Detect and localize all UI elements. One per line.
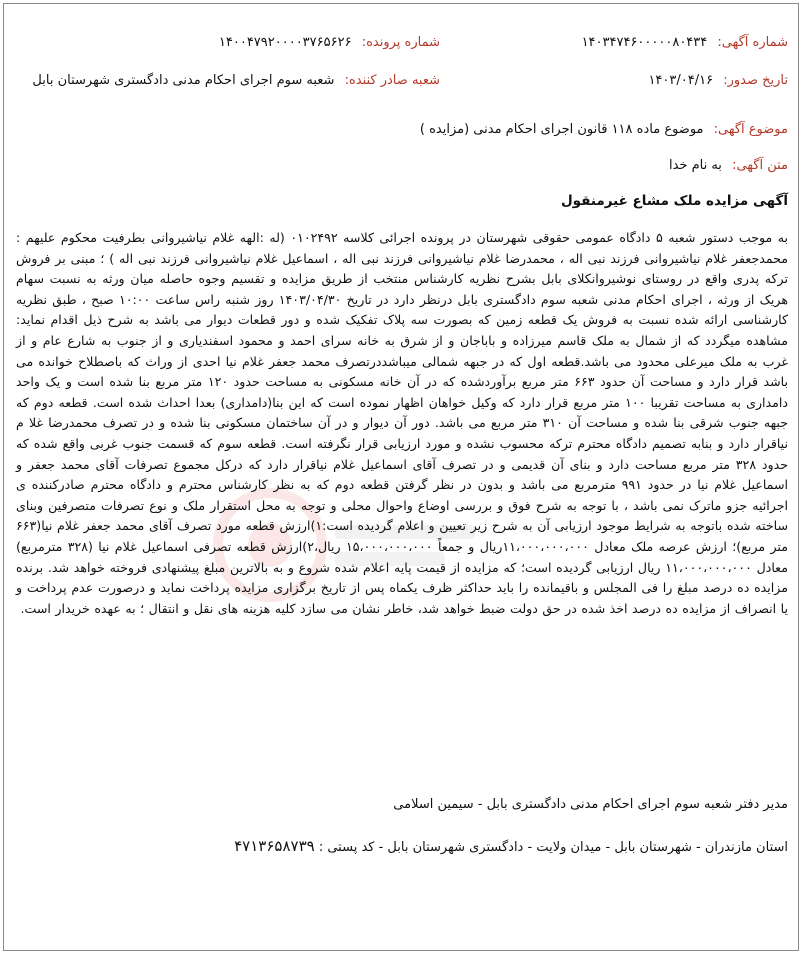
subject-row xyxy=(420,121,788,139)
issue-date-label: تاریخ صدور: xyxy=(723,73,788,88)
issuer-value: شعبه سوم اجرای احکام مدنی دادگستری شهرستان بابل xyxy=(32,73,335,88)
file-number-row xyxy=(219,34,440,52)
issue-date-row xyxy=(648,72,788,90)
notice-text-label: متن آگهی: xyxy=(732,158,788,173)
file-number: ۱۴۰۰۴۷۹۲۰۰۰۰۳۷۶۵۶۲۶ xyxy=(218,35,352,50)
issuer-label: شعبه صادر کننده: xyxy=(344,73,440,88)
notice-text-row xyxy=(669,157,788,175)
subject-value: موضوع ماده ۱۱۸ قانون اجرای احکام مدنی (مزایده ) xyxy=(419,122,704,137)
subject-label: موضوع آگهی: xyxy=(713,122,788,137)
document-title: آگهی مزایده ملک مشاع غیرمنقول xyxy=(560,193,788,209)
file-number-label: شماره پرونده: xyxy=(361,35,440,50)
issuer-row xyxy=(32,72,440,90)
document-body: به موجب دستور شعبه ۵ دادگاه عمومی حقوقی شهرستان در پرونده اجرائی کلاسه ۰۱۰۲۴۹۲ (له :الهه غلام نیاشیروانی بطرفیت محکوم علیهم : محمدجعفر غلام نیاشیروانی فرزند نبی اله ، محمدرضا غلام نیاشیروانی فرزند نبی اله ، اسماعیل غلام نیاشیروانی فرزند نبی اله ) ؛ مبنی بر فروش ترکه پدری واقع در روستای نوشیروانکلای بابل بشرح نظریه کارشناس منتخب از طریق مزایده و تقسیم وجوه حاصله میان ورثه به نسبت سهام هریک از ورثه ، اجرای احکام مدنی شعبه سوم دادگستری بابل درنظر دارد در تاریخ ۱۴۰۳/۰۴/۳۰ روز شنبه راس ساعت ۱۰:۰۰ صبح ، طبق نظریه کارشناسی ارائه شده نسبت به فروش یک قطعه زمین که بصورت سه پلاک تفکیک شده و دور قطعات دیوار می باشد به شرح ذیل اقدام نماید: مشاهده میگردد که از شمال به ملک قاسم میرزاده و باباجان و از شرق به خانه سرای احمد و محمود اسفندیاری و از جنوب به شارع عام و از غرب به ملک میرعلی محدود می باشد.قطعه اول که در جبهه شمالی میباشددرتصرف محمد جعفر غلام نیا احدی از وراث که باصطلاح خوانده می باشد قرار دارد و مساحت آن حدود ۶۶۳ متر مربع برآوردشده که در آن خانه مسکونی به مساحت حدود ۱۲۰ متر مربع بنا شده است و یک واحد دامداری به مساحت تقریبا ۱۰۰ متر مربع قرار دارد که وکیل خواهان اظهار نموده است که این بنا(دامداری) بعدا احداث شده است. قطعه دوم که جبهه جنوب شرقی بنا شده و مساحت آن ۳۱۰ متر مربع می باشد. دور آن دیوار و در آن ساختمان مسکونی بنا شده و در تصرف محمدرضا غلا م نیاقرار دارد و بنابه تصمیم دادگاه محترم ترکه محسوب نشده و مورد ارزیابی قرار نگرفته است. قطعه سوم که قسمت جنوب غربی واقع شده که حدود ۳۲۸ متر مربع مساحت دارد و بنای آن قدیمی و در تصرف آقای اسماعیل غلام نیاقرار دارد که درکل مجموع تصرفات آقای محمد جعفر و اسماعیل غلام نیا در حدود ۹۹۱ مترمربع می باشد و بدون در نظر گرفتن قطعه دوم که به نظر کارشناس محترم و دادگاه محترم صادرکننده ی اجرائیه جزو ماترک نمی باشد ، با توجه به شرح فوق و بررسی اوضاع واحوال محلی و توجه به محل استقرار ملک و نوع تصرفات متصرفین وبنای ساخته شده باتوجه به شرایط موجود ارزیابی آن به شرح زیر تعیین و اعلام گردیده است:۱)ارزش قطعه مورد تصرف آقای محمد جعفر غلام نیا(۶۶۳ متر مربع)؛ ارزش عرصه ملک معادل ۱۱،۰۰۰،۰۰۰،۰۰۰ریال و جمعاً ۱۵،۰۰۰،۰۰۰،۰۰۰ ریال،۲)ارزش قطعه تصرفی اسماعیل غلام نیا (۳۲۸ مترمربع) معادل ۱۱،۰۰۰،۰۰۰،۰۰۰ ریال ارزیابی گردیده است؛ که مزایده از قیمت پایه اعلام شده شروع و به بالاترین مبلغ پیشنهادی فروخته خواهد شد. برنده مزایده ده درصد مبلغ را فی المجلس و باقیمانده را باید حداکثر ظرف یکماه پس از تاریخ برگزاری مزایده پرداخت نماید و درصورت عدم پرداخت و یا انصراف از مزایده ده درصد اخذ شده در حق دولت ضبط خواهد شد، خاطر نشان می سازد کلیه هزینه های نقل و انتقال ؛ به عهده خریدار است. xyxy=(16,230,789,616)
signature-line: مدیر دفتر شعبه سوم اجرای احکام مدنی دادگستری بابل - سیمین اسلامی xyxy=(393,797,788,812)
notice-number-row xyxy=(582,34,788,52)
postal-code: ۴۷۱۳۶۵۸۷۳۹ xyxy=(234,837,315,855)
notice-text-value: به نام خدا xyxy=(668,158,722,173)
address-text: استان مازندران - شهرستان بابل - میدان ولایت - دادگستری شهرستان بابل - کد پستی : xyxy=(318,840,788,855)
address-line xyxy=(234,837,788,855)
notice-number: ۱۴۰۳۴۷۴۶۰۰۰۰۰۸۰۴۳۴ xyxy=(581,35,708,50)
issue-date: ۱۴۰۳/۰۴/۱۶ xyxy=(648,73,714,88)
notice-number-label: شماره آگهی: xyxy=(717,35,788,50)
